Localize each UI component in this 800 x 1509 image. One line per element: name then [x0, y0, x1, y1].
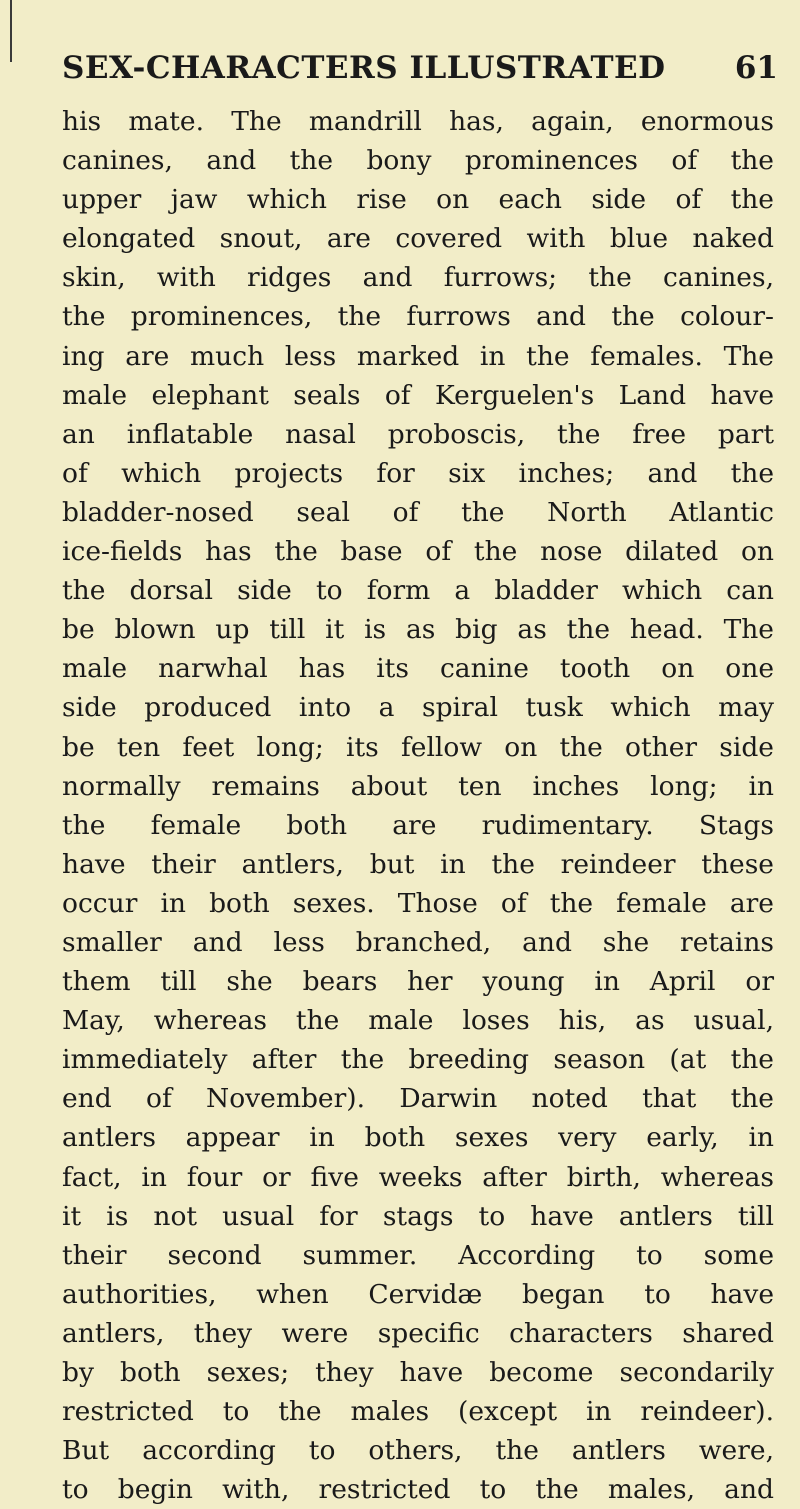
text-line: his mate. The mandrill has, again, enormous	[62, 106, 774, 137]
text-line: antlers appear in both sexes very early, in	[62, 1122, 774, 1154]
text-line: have their antlers, but in the reindeer these	[62, 848, 774, 880]
text-line: be blown up till it is as big as the head. The	[62, 614, 774, 646]
text-line: to begin with, restricted to the males, and	[62, 1474, 774, 1506]
text-line: canines, and the bony prominences of the	[62, 145, 774, 177]
text-line: them till she bears her young in April or	[62, 966, 774, 998]
text-line: the dorsal side to form a bladder which can	[62, 575, 774, 607]
text-line: fact, in four or five weeks after birth, whereas	[62, 1161, 774, 1193]
text-line: their second summer. According to some	[62, 1239, 774, 1271]
text-line: occur in both sexes. Those of the female are	[62, 887, 774, 919]
text-line: elongated snout, are covered with blue naked	[62, 223, 774, 255]
text-line: May, whereas the male loses his, as usual,	[62, 1005, 774, 1037]
text-line: be ten feet long; its fellow on the other side	[62, 731, 774, 763]
text-line: an inflatable nasal proboscis, the free part	[62, 418, 774, 450]
page-header	[62, 50, 778, 100]
text-line: of which projects for six inches; and the	[62, 457, 774, 489]
text-line: male narwhal has its canine tooth on one	[62, 653, 774, 685]
text-line: restricted to the males (except in reindeer).	[62, 1396, 774, 1428]
text-line: But according to others, the antlers were,	[62, 1435, 774, 1467]
text-line: ice-fields has the base of the nose dilated on	[62, 536, 774, 568]
text-line: authorities, when Cervidæ began to have	[62, 1278, 774, 1310]
text-line: smaller and less branched, and she retains	[62, 926, 774, 958]
text-line: the prominences, the furrows and the colour-	[62, 301, 774, 333]
text-line: immediately after the breeding season (at the	[62, 1044, 774, 1076]
text-line: skin, with ridges and furrows; the canines,	[62, 262, 774, 294]
text-line: it is not usual for stags to have antlers till	[62, 1200, 774, 1232]
running-head: SEX-CHARACTERS ILLUSTRATED	[62, 50, 666, 86]
text-line: side produced into a spiral tusk which may	[62, 692, 774, 724]
text-line: antlers, they were specific characters shared	[62, 1317, 774, 1349]
text-line: the female both are rudimentary. Stags	[62, 809, 774, 841]
body-text	[62, 102, 774, 1509]
page-edge-line	[10, 0, 12, 62]
text-line: male elephant seals of Kerguelen's Land have	[62, 379, 774, 411]
page-number: 61	[734, 50, 778, 86]
text-line: normally remains about ten inches long; in	[62, 770, 774, 802]
text-line: end of November). Darwin noted that the	[62, 1083, 774, 1115]
text-line: by both sexes; they have become secondarily	[62, 1357, 774, 1388]
text-line: upper jaw which rise on each side of the	[62, 184, 774, 216]
text-line: ing are much less marked in the females. The	[62, 340, 774, 372]
text-line: bladder-nosed seal of the North Atlantic	[62, 496, 774, 528]
